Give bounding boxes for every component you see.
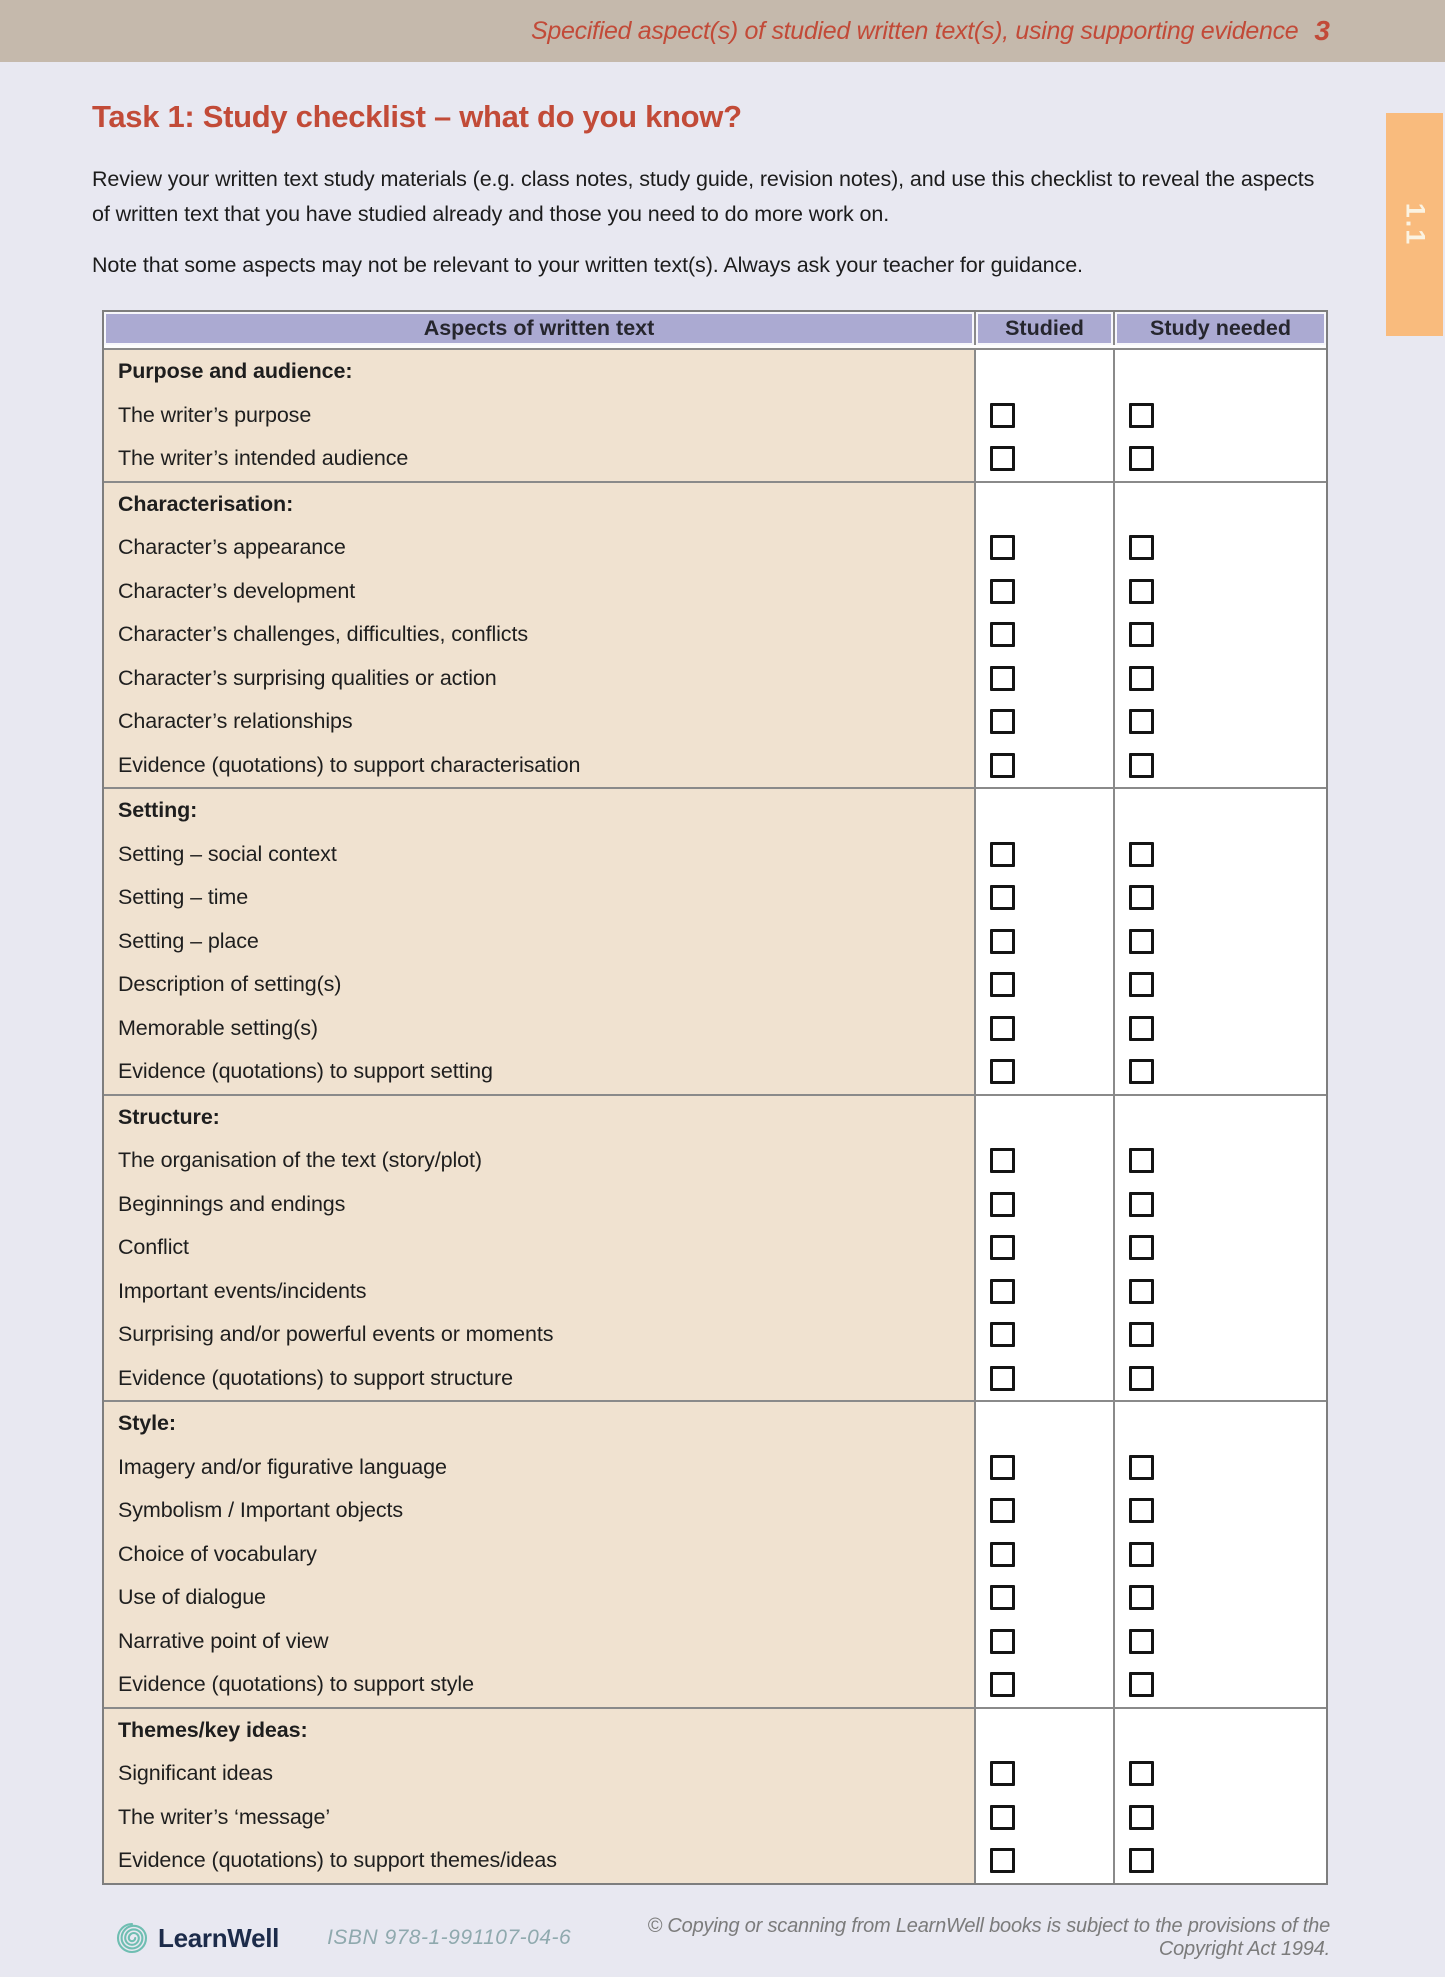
checkbox-line	[976, 1007, 1113, 1051]
study-needed-checkbox[interactable]	[1129, 1366, 1154, 1391]
study-needed-cell	[1113, 1709, 1326, 1883]
studied-checkbox[interactable]	[990, 929, 1015, 954]
studied-checkbox[interactable]	[990, 622, 1015, 647]
checkbox-line	[976, 700, 1113, 744]
checkbox-line	[1115, 613, 1326, 657]
aspect-item: Setting – social context	[118, 841, 337, 866]
section-heading: Themes/key ideas:	[118, 1717, 308, 1742]
aspect-item: The writer’s intended audience	[118, 446, 409, 471]
studied-checkbox[interactable]	[990, 1848, 1015, 1873]
checkbox-line	[1115, 1446, 1326, 1490]
aspect-cell	[104, 483, 974, 788]
checkbox-line	[1115, 876, 1326, 920]
checkbox-line	[1115, 1620, 1326, 1664]
aspect-item: Surprising and/or powerful events or moments	[118, 1322, 554, 1347]
checkbox-line	[1115, 437, 1326, 481]
checkbox-line	[976, 1839, 1113, 1883]
learnwell-brand-text: LearnWell	[158, 1922, 280, 1953]
checkbox-spacer	[1115, 1709, 1326, 1753]
aspect-item: Imagery and/or figurative language	[118, 1454, 447, 1479]
intro-paragraph-1: Review your written text study materials (e.g. class notes, study guide, revision notes), and use this checklist to reveal the aspects of written text that you have studied already and those you need to do more work on.	[92, 167, 1315, 226]
study-needed-checkbox[interactable]	[1129, 1542, 1154, 1567]
checkbox-line	[1115, 1663, 1326, 1707]
checklist-section	[104, 481, 1326, 788]
studied-cell	[974, 1096, 1113, 1401]
aspect-cell	[104, 789, 974, 1094]
studied-cell	[974, 483, 1113, 788]
study-needed-cell	[1113, 350, 1326, 481]
checkbox-line	[976, 1489, 1113, 1533]
chapter-side-tab	[1386, 113, 1443, 336]
checkbox-line	[976, 1313, 1113, 1357]
study-needed-checkbox[interactable]	[1129, 579, 1154, 604]
aspect-item: The writer’s purpose	[118, 402, 312, 427]
study-needed-cell	[1113, 789, 1326, 1094]
studied-checkbox[interactable]	[990, 1322, 1015, 1347]
aspect-item: Beginnings and endings	[118, 1191, 346, 1216]
checkbox-line	[976, 920, 1113, 964]
aspect-item: Character’s challenges, difficulties, conflicts	[118, 622, 528, 647]
checkbox-spacer	[976, 1402, 1113, 1446]
checkbox-line	[976, 437, 1113, 481]
studied-checkbox[interactable]	[990, 666, 1015, 691]
aspect-item: Description of setting(s)	[118, 972, 342, 997]
study-needed-cell	[1113, 1096, 1326, 1401]
aspect-cell	[104, 1096, 974, 1401]
study-needed-checkbox[interactable]	[1129, 1672, 1154, 1697]
studied-checkbox[interactable]	[990, 535, 1015, 560]
aspect-cell	[104, 1709, 974, 1883]
section-heading: Setting:	[118, 798, 198, 823]
studied-checkbox[interactable]	[990, 1016, 1015, 1041]
checkbox-line	[976, 1533, 1113, 1577]
study-needed-checkbox[interactable]	[1129, 535, 1154, 560]
aspect-item: The organisation of the text (story/plot)	[118, 1148, 482, 1173]
study-needed-checkbox[interactable]	[1129, 622, 1154, 647]
checkbox-line	[1115, 920, 1326, 964]
studied-checkbox[interactable]	[990, 1542, 1015, 1567]
study-needed-checkbox[interactable]	[1129, 1455, 1154, 1480]
studied-checkbox[interactable]	[990, 1805, 1015, 1830]
studied-checkbox[interactable]	[990, 1455, 1015, 1480]
checkbox-line	[1115, 1183, 1326, 1227]
study-needed-checkbox[interactable]	[1129, 1192, 1154, 1217]
aspect-item: The writer’s ‘message’	[118, 1804, 331, 1829]
aspect-item: Evidence (quotations) to support setting	[118, 1059, 493, 1084]
section-heading: Purpose and audience:	[118, 359, 353, 384]
studied-cell	[974, 1402, 1113, 1707]
studied-checkbox[interactable]	[990, 579, 1015, 604]
checkbox-line	[1115, 1489, 1326, 1533]
checkbox-line	[1115, 1270, 1326, 1314]
checkbox-spacer	[976, 350, 1113, 394]
studied-checkbox[interactable]	[990, 885, 1015, 910]
study-needed-checkbox[interactable]	[1129, 1016, 1154, 1041]
aspect-item: Evidence (quotations) to support style	[118, 1672, 474, 1697]
checkbox-line	[976, 876, 1113, 920]
section-heading: Structure:	[118, 1104, 220, 1129]
study-checklist-table	[102, 310, 1328, 1885]
checkbox-line	[976, 1620, 1113, 1664]
aspect-item: Character’s development	[118, 578, 356, 603]
checkbox-line	[1115, 963, 1326, 1007]
checklist-section	[104, 1400, 1326, 1707]
column-header-study-needed: Study needed	[1113, 312, 1326, 345]
studied-checkbox[interactable]	[990, 1629, 1015, 1654]
studied-checkbox[interactable]	[990, 1366, 1015, 1391]
aspect-item: Memorable setting(s)	[118, 1015, 318, 1040]
study-needed-checkbox[interactable]	[1129, 1235, 1154, 1260]
aspect-item: Evidence (quotations) to support themes/ideas	[118, 1848, 557, 1873]
checkbox-spacer	[1115, 350, 1326, 394]
studied-checkbox[interactable]	[990, 1059, 1015, 1084]
checkbox-spacer	[976, 483, 1113, 527]
studied-checkbox[interactable]	[990, 403, 1015, 428]
section-heading: Style:	[118, 1411, 176, 1436]
checkbox-line	[976, 1139, 1113, 1183]
checkbox-line	[976, 1796, 1113, 1840]
aspect-item: Significant ideas	[118, 1761, 273, 1786]
copyright-text: © Copying or scanning from LearnWell books is subject to the provisions of the Copyright Act 1994.	[647, 1915, 1330, 1960]
checkbox-line	[976, 526, 1113, 570]
learnwell-spiral-icon	[115, 1921, 149, 1955]
checkbox-spacer	[1115, 1096, 1326, 1140]
checkbox-line	[976, 744, 1113, 788]
chapter-side-tab-label: 1.1	[1399, 202, 1430, 247]
column-header-studied: Studied	[974, 312, 1113, 345]
checkbox-line	[1115, 700, 1326, 744]
study-needed-checkbox[interactable]	[1129, 1585, 1154, 1610]
checkbox-line	[976, 833, 1113, 877]
studied-checkbox[interactable]	[990, 1761, 1015, 1786]
checkbox-line	[1115, 526, 1326, 570]
checkbox-line	[1115, 1839, 1326, 1883]
checklist-section	[104, 787, 1326, 1094]
studied-checkbox[interactable]	[990, 446, 1015, 471]
checkbox-line	[1115, 394, 1326, 438]
checklist-section	[104, 348, 1326, 481]
studied-checkbox[interactable]	[990, 1192, 1015, 1217]
page-footer	[115, 1908, 1330, 1968]
study-needed-checkbox[interactable]	[1129, 1848, 1154, 1873]
checklist-header-row	[104, 312, 1326, 348]
aspect-item: Character’s relationships	[118, 709, 353, 734]
aspect-item: Evidence (quotations) to support characterisation	[118, 752, 581, 777]
checkbox-line	[976, 963, 1113, 1007]
checkbox-line	[1115, 1050, 1326, 1094]
checkbox-line	[976, 1357, 1113, 1401]
checkbox-spacer	[1115, 789, 1326, 833]
study-needed-checkbox[interactable]	[1129, 446, 1154, 471]
checkbox-line	[1115, 1533, 1326, 1577]
study-needed-checkbox[interactable]	[1129, 885, 1154, 910]
study-needed-cell	[1113, 1402, 1326, 1707]
checkbox-line	[976, 1270, 1113, 1314]
checkbox-line	[976, 1226, 1113, 1270]
aspect-cell	[104, 350, 974, 481]
aspect-item: Setting – time	[118, 885, 249, 910]
checkbox-line	[976, 1050, 1113, 1094]
checkbox-spacer	[1115, 1402, 1326, 1446]
aspect-item: Important events/incidents	[118, 1278, 367, 1303]
study-needed-checkbox[interactable]	[1129, 1761, 1154, 1786]
checkbox-line	[1115, 744, 1326, 788]
aspect-cell	[104, 1402, 974, 1707]
section-heading: Characterisation:	[118, 491, 294, 516]
study-needed-checkbox[interactable]	[1129, 709, 1154, 734]
checkbox-line	[1115, 1007, 1326, 1051]
checkbox-line	[1115, 833, 1326, 877]
checkbox-line	[1115, 1139, 1326, 1183]
checkbox-line	[976, 1446, 1113, 1490]
study-needed-checkbox[interactable]	[1129, 1279, 1154, 1304]
task-title: Task 1: Study checklist – what do you know?	[92, 99, 742, 134]
checkbox-line	[1115, 570, 1326, 614]
checkbox-line	[1115, 1357, 1326, 1401]
studied-cell	[974, 1709, 1113, 1883]
aspect-item: Use of dialogue	[118, 1585, 266, 1610]
studied-cell	[974, 789, 1113, 1094]
study-needed-checkbox[interactable]	[1129, 842, 1154, 867]
checkbox-line	[1115, 1226, 1326, 1270]
studied-checkbox[interactable]	[990, 709, 1015, 734]
study-needed-checkbox[interactable]	[1129, 929, 1154, 954]
aspect-item: Choice of vocabulary	[118, 1541, 317, 1566]
checkbox-line	[976, 657, 1113, 701]
aspect-item: Conflict	[118, 1235, 189, 1260]
studied-checkbox[interactable]	[990, 972, 1015, 997]
studied-checkbox[interactable]	[990, 842, 1015, 867]
checkbox-line	[1115, 1752, 1326, 1796]
checkbox-spacer	[1115, 483, 1326, 527]
studied-checkbox[interactable]	[990, 753, 1015, 778]
study-needed-checkbox[interactable]	[1129, 666, 1154, 691]
checkbox-line	[976, 613, 1113, 657]
study-needed-cell	[1113, 483, 1326, 788]
aspect-item: Character’s appearance	[118, 535, 346, 560]
checkbox-line	[1115, 657, 1326, 701]
checkbox-spacer	[976, 1096, 1113, 1140]
aspect-item: Setting – place	[118, 928, 259, 953]
checkbox-line	[976, 570, 1113, 614]
page-number: 3	[1314, 15, 1330, 46]
checkbox-line	[976, 1752, 1113, 1796]
studied-cell	[974, 350, 1113, 481]
study-needed-checkbox[interactable]	[1129, 1629, 1154, 1654]
checkbox-spacer	[976, 1709, 1113, 1753]
aspect-item: Evidence (quotations) to support structure	[118, 1365, 513, 1390]
column-header-aspects: Aspects of written text	[104, 312, 974, 345]
study-needed-checkbox[interactable]	[1129, 403, 1154, 428]
study-needed-checkbox[interactable]	[1129, 753, 1154, 778]
intro-paragraph-2: Note that some aspects may not be relevant to your written text(s). Always ask your teacher for guidance.	[92, 253, 1083, 277]
studied-checkbox[interactable]	[990, 1498, 1015, 1523]
studied-checkbox[interactable]	[990, 1235, 1015, 1260]
checkbox-line	[976, 1663, 1113, 1707]
studied-checkbox[interactable]	[990, 1585, 1015, 1610]
checkbox-spacer	[976, 789, 1113, 833]
study-needed-checkbox[interactable]	[1129, 972, 1154, 997]
checkbox-line	[1115, 1313, 1326, 1357]
checkbox-line	[976, 1576, 1113, 1620]
page-content	[92, 62, 1332, 1885]
study-needed-checkbox[interactable]	[1129, 1498, 1154, 1523]
aspect-item: Narrative point of view	[118, 1628, 329, 1653]
checklist-body	[104, 348, 1326, 1883]
study-needed-checkbox[interactable]	[1129, 1805, 1154, 1830]
running-head-text: Specified aspect(s) of studied written text(s), using supporting evidence	[531, 16, 1299, 45]
checkbox-line	[1115, 1796, 1326, 1840]
study-needed-checkbox[interactable]	[1129, 1148, 1154, 1173]
study-needed-checkbox[interactable]	[1129, 1059, 1154, 1084]
aspect-item: Symbolism / Important objects	[118, 1498, 404, 1523]
studied-checkbox[interactable]	[990, 1279, 1015, 1304]
isbn-text: ISBN 978-1-991107-04-6	[327, 1926, 572, 1949]
study-needed-checkbox[interactable]	[1129, 1322, 1154, 1347]
checkbox-line	[976, 1183, 1113, 1227]
checklist-section	[104, 1707, 1326, 1883]
page-header-band	[0, 0, 1445, 62]
checkbox-line	[976, 394, 1113, 438]
studied-checkbox[interactable]	[990, 1672, 1015, 1697]
checklist-section	[104, 1094, 1326, 1401]
aspect-item: Character’s surprising qualities or action	[118, 665, 497, 690]
checkbox-line	[1115, 1576, 1326, 1620]
studied-checkbox[interactable]	[990, 1148, 1015, 1173]
